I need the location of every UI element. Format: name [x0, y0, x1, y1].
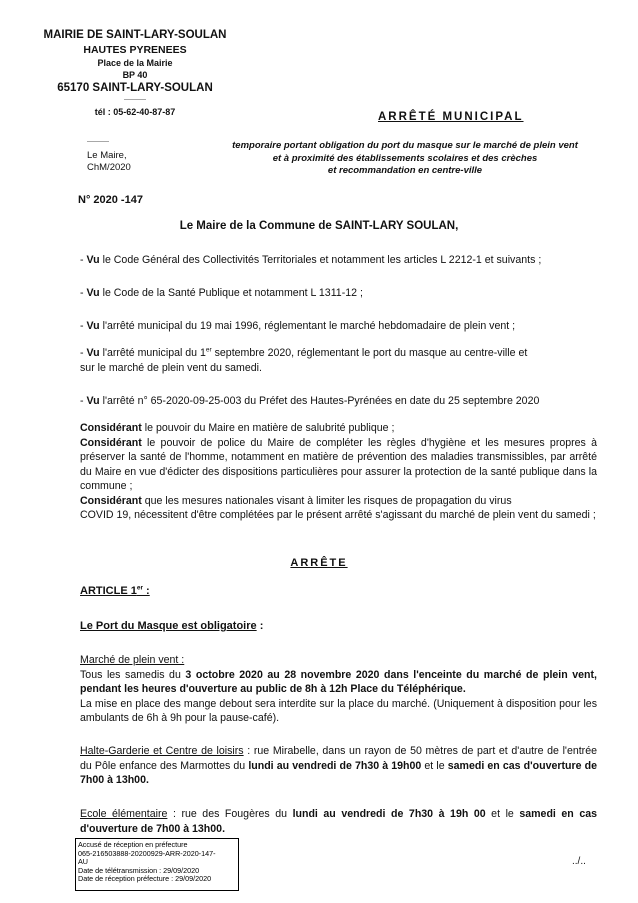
considerant-continued: COVID 19, nécessitent d'être complétées par le présent arrêté s'agissant du marché de plein vent du samedi ; — [80, 509, 596, 521]
header-separator: ----------- — [124, 97, 146, 103]
marche-note: La mise en place des mange debout sera interdite sur la place du marché. (Uniquement à disposition pour les ambulants de 6h à 9h pour la pause-café). — [80, 697, 597, 724]
vu-item: - Vu le Code Général des Collectivités Territoriales et notamment les articles L 2212-1 et suivants ; — [80, 254, 542, 266]
marche-section — [80, 653, 597, 726]
signer: Le Maire, — [87, 150, 127, 161]
page-continued-marker: ../.. — [572, 856, 586, 867]
signer-block — [87, 138, 167, 174]
mairie-address2: BP 40 — [122, 70, 148, 80]
arrete-number: N° 2020 -147 — [78, 194, 143, 206]
ecole-section: Ecole élémentaire : rue des Fougères du lundi au vendredi de 7h30 à 19h 00 et le samedi en cas d'ouverture de 7h00 à 13h00. — [80, 808, 597, 835]
article-heading: ARTICLE 1er : — [80, 584, 150, 597]
prefecture-stamp: Accusé de réception en préfecture 065-216503888-20200929-ARR-2020-147- AU Date de télétransmission : 29/09/2020 Date de réception préfecture : 29/09/2020 — [75, 838, 239, 891]
mairie-tel: tél : 05-62-40-87-87 — [94, 107, 176, 117]
mairie-address1: Place de la Mairie — [97, 58, 173, 68]
vu-item: - Vu l'arrêté n° 65-2020-09-25-003 du Préfet des Hautes-Pyrénées en date du 25 septembre 2020 — [80, 395, 540, 407]
mairie-name: MAIRIE DE SAINT-LARY-SOULAN — [43, 29, 227, 41]
considerant: Considérant le pouvoir du Maire en matière de salubrité publique ; — [80, 422, 395, 434]
marche-text: Tous les samedis du 3 octobre 2020 au 28 novembre 2020 dans l'enceinte du marché de plein vent, pendant les heures d'ouverture au public de 8h à 12h Place du Téléphérique. — [80, 668, 597, 695]
header-separator-2: ----------- — [87, 139, 109, 145]
subtitle-line: et à proximité des établissements scolaires et des crèches — [272, 152, 538, 164]
vu-item: - Vu le Code de la Santé Publique et notamment L 1311-12 ; — [80, 287, 363, 299]
reference: ChM/2020 — [87, 162, 131, 173]
mairie-city: 65170 SAINT-LARY-SOULAN — [57, 82, 213, 94]
mairie-header — [20, 28, 250, 120]
halte-section: Halte-Garderie et Centre de loisirs : rue Mirabelle, dans un rayon de 50 mètres de part et d'autre de l'entrée du Pôle enfance des Marmottes du lundi au vendredi de 7h30 à 19h00 et le samedi en cas d'ouverture de 7h00 à 13h00. — [80, 745, 597, 786]
document-subtitle — [220, 140, 590, 178]
marche-heading: Marché de plein vent : — [80, 654, 185, 666]
port-masque-heading: Le Port du Masque est obligatoire : — [80, 620, 264, 632]
vu-item: - Vu l'arrêté municipal du 19 mai 1996, réglementant le marché hebdomadaire de plein vent ; — [80, 320, 516, 332]
arrete-heading: ARRÊTE — [290, 557, 348, 569]
mairie-region: HAUTES PYRENEES — [83, 44, 187, 56]
considerants — [80, 421, 597, 523]
vu-item: - Vu l'arrêté municipal du 1er septembre 2020, réglementant le port du masque au centre-ville et sur le marché de plein vent du samedi. — [80, 346, 528, 374]
considerant: Considérant que les mesures nationales visant à limiter les risques de propagation du virus — [80, 494, 512, 507]
subtitle-line: temporaire portant obligation du port du masque sur le marché de plein vent — [232, 140, 578, 151]
subtitle-line: et recommandation en centre-ville — [327, 165, 483, 176]
maire-heading: Le Maire de la Commune de SAINT-LARY SOULAN, — [179, 220, 459, 232]
considerant: Considérant le pouvoir de police du Maire de compléter les règles d'hygiène et les mesures propres à préserver la santé de l'homme, notamment en matière de prévention des maladies transmissibles, par arrêté du Maire en vue d'édicter des dispositions particulières pour assurer la protection de la santé publique dans la commune ; — [80, 436, 597, 492]
document-title: ARRÊTÉ MUNICIPAL — [378, 111, 524, 123]
